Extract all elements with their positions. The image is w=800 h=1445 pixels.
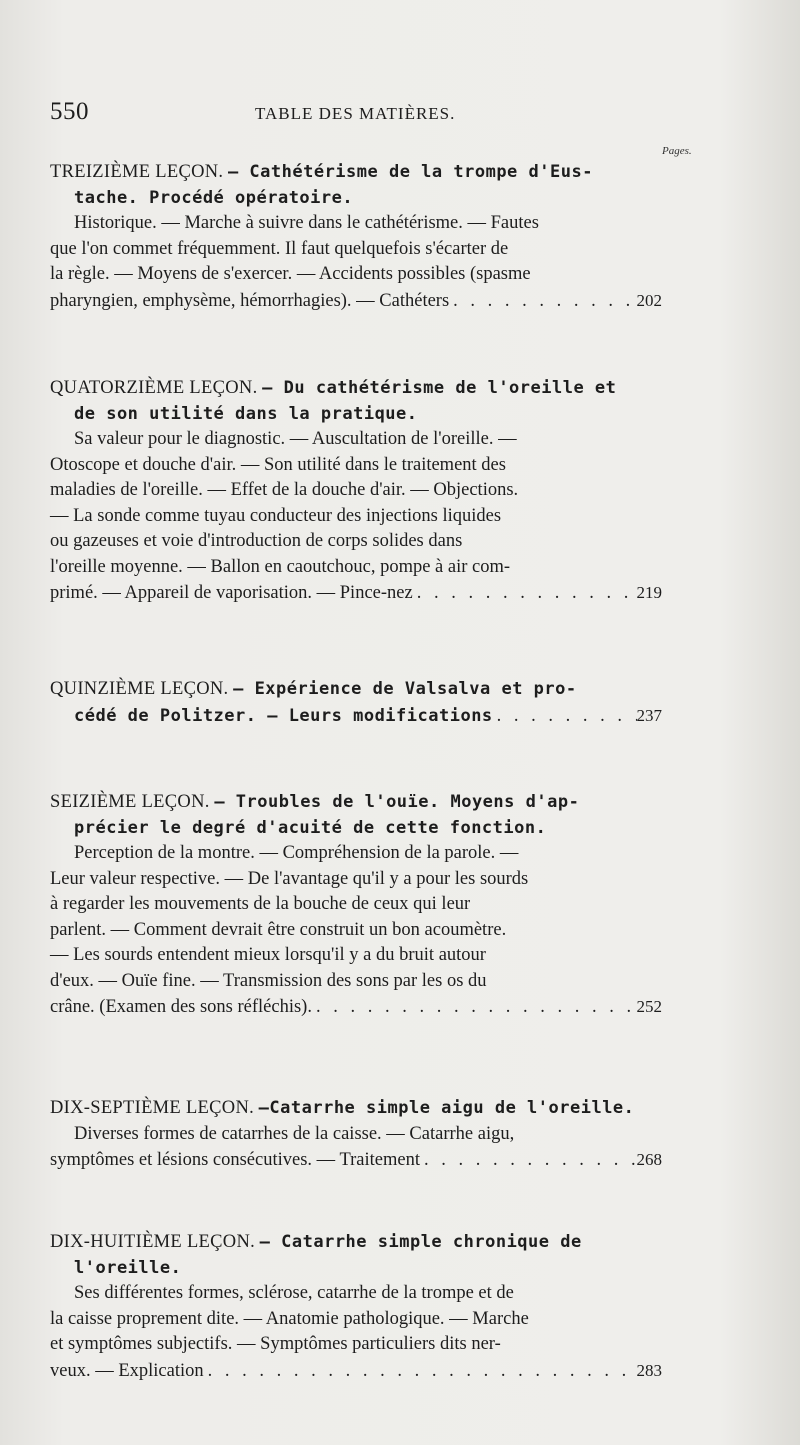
lecon-subject: l'oreille. xyxy=(74,1257,182,1278)
page-reference: 237 xyxy=(636,705,662,725)
lecon-subject: tache. Procédé opératoire. xyxy=(74,187,354,208)
toc-entry xyxy=(50,160,662,314)
page-reference: 268 xyxy=(636,1150,662,1169)
body-line: pharyngien, emphysème, hémorrhagies). — Cathéters xyxy=(50,290,450,311)
entry-last-line xyxy=(50,580,662,607)
entry-last-line xyxy=(50,1147,662,1174)
lecon-subject: cédé de Politzer. — Leurs modifications xyxy=(74,705,493,726)
body-line: Diverses formes de catarrhes de la caisse. — Catarrhe aigu, xyxy=(74,1123,515,1144)
page-reference: 219 xyxy=(636,583,662,602)
lecon-label: TREIZIÈME LEÇON. xyxy=(50,162,224,182)
lecon-subject: — Troubles de l'ouïe. Moyens d'ap- xyxy=(214,792,580,812)
dot-leader xyxy=(413,581,637,607)
body-line: parlent. — Comment devrait être construit un bon acoumètre. xyxy=(50,919,507,940)
body-line: Sa valeur pour le diagnostic. — Auscultation de l'oreille. — xyxy=(74,429,517,449)
page-reference: 283 xyxy=(636,1360,662,1380)
body-line: Ses différentes formes, sclérose, catarrhe de la trompe et de xyxy=(74,1283,514,1303)
toc-entry xyxy=(50,677,662,729)
lecon-label: DIX-SEPTIÈME LEÇON. xyxy=(50,1098,255,1118)
toc-entry xyxy=(50,1096,662,1174)
body-line: ou gazeuses et voie d'introduction de corps solides dans xyxy=(50,531,463,551)
lecon-subject: — Du cathétérisme de l'oreille et xyxy=(262,378,617,398)
toc-entry xyxy=(50,790,662,1021)
lecon-subject: de son utilité dans la pratique. xyxy=(74,403,418,424)
body-line: la caisse proprement dite. — Anatomie pathologique. — Marche xyxy=(50,1308,529,1329)
body-line: veux. — Explication xyxy=(50,1360,204,1381)
entry-heading xyxy=(50,1230,662,1281)
body-line: symptômes et lésions consécutives. — Traitement xyxy=(50,1150,420,1170)
pages-column-label: Pages. xyxy=(662,145,692,157)
running-title: TABLE DES MATIÈRES. xyxy=(255,104,456,123)
lecon-label: QUINZIÈME LEÇON. xyxy=(50,679,229,699)
body-line: — La sonde comme tuyau conducteur des injections liquides xyxy=(50,505,502,526)
dot-leader xyxy=(449,289,636,315)
lecon-subject: —Catarrhe simple aigu de l'oreille. xyxy=(258,1098,635,1118)
dot-leader xyxy=(493,704,637,730)
lecon-label: SEIZIÈME LEÇON. xyxy=(50,792,210,812)
body-line: à regarder les mouvements de la bouche de ceux qui leur xyxy=(50,894,471,914)
toc-entry xyxy=(50,1230,662,1384)
lecon-subject: précier le degré d'acuité de cette fonction. xyxy=(74,817,547,838)
body-line: Perception de la montre. — Compréhension de la parole. — xyxy=(74,843,519,863)
body-line: que l'on commet fréquemment. Il faut quelquefois s'écarter de xyxy=(50,238,509,259)
dot-leader xyxy=(312,995,637,1021)
entry-heading xyxy=(50,1096,662,1122)
body-line: — Les sourds entendent mieux lorsqu'il y a du bruit autour xyxy=(50,945,486,965)
body-line: et symptômes subjectifs. — Symptômes particuliers dits ner- xyxy=(50,1334,501,1354)
lecon-subject: — Expérience de Valsalva et pro- xyxy=(233,679,577,699)
body-line: l'oreille moyenne. — Ballon en caoutchouc, pompe à air com- xyxy=(50,556,511,577)
entry-heading xyxy=(50,376,662,427)
body-line: d'eux. — Ouïe fine. — Transmission des sons par les os du xyxy=(50,970,487,991)
entry-last-line xyxy=(50,1358,662,1385)
lecon-subject: — Cathétérisme de la trompe d'Eus- xyxy=(227,162,593,182)
entry-heading xyxy=(50,677,662,703)
dot-leader xyxy=(420,1148,637,1174)
body-line: crâne. (Examen des sons réfléchis). xyxy=(50,997,312,1017)
body-line: maladies de l'oreille. — Effet de la douche d'air. — Objections. xyxy=(50,480,519,500)
lecon-label: QUATORZIÈME LEÇON. xyxy=(50,378,258,398)
page-reference: 252 xyxy=(636,997,662,1016)
body-line: Historique. — Marche à suivre dans le cathétérisme. — Fautes xyxy=(74,213,539,233)
toc-entry xyxy=(50,376,662,607)
body-line: primé. — Appareil de vaporisation. — Pince-nez xyxy=(50,583,413,603)
body-line: Leur valeur respective. — De l'avantage qu'il y a pour les sourds xyxy=(50,868,529,889)
lecon-subject: — Catarrhe simple chronique de xyxy=(259,1232,582,1252)
entry-heading xyxy=(50,790,662,841)
dot-leader xyxy=(204,1359,637,1385)
entry-heading xyxy=(50,160,662,211)
entry-last-line xyxy=(50,994,662,1021)
entry-last-line xyxy=(50,288,662,315)
body-line: la règle. — Moyens de s'exercer. — Accidents possibles (spasme xyxy=(50,264,531,284)
page-number: 550 xyxy=(50,98,89,125)
body-line: Otoscope et douche d'air. — Son utilité dans le traitement des xyxy=(50,454,506,475)
lecon-label: DIX-HUITIÈME LEÇON. xyxy=(50,1232,256,1252)
page-header xyxy=(50,98,660,132)
page-reference: 202 xyxy=(636,290,662,310)
entry-last-line xyxy=(50,703,662,730)
